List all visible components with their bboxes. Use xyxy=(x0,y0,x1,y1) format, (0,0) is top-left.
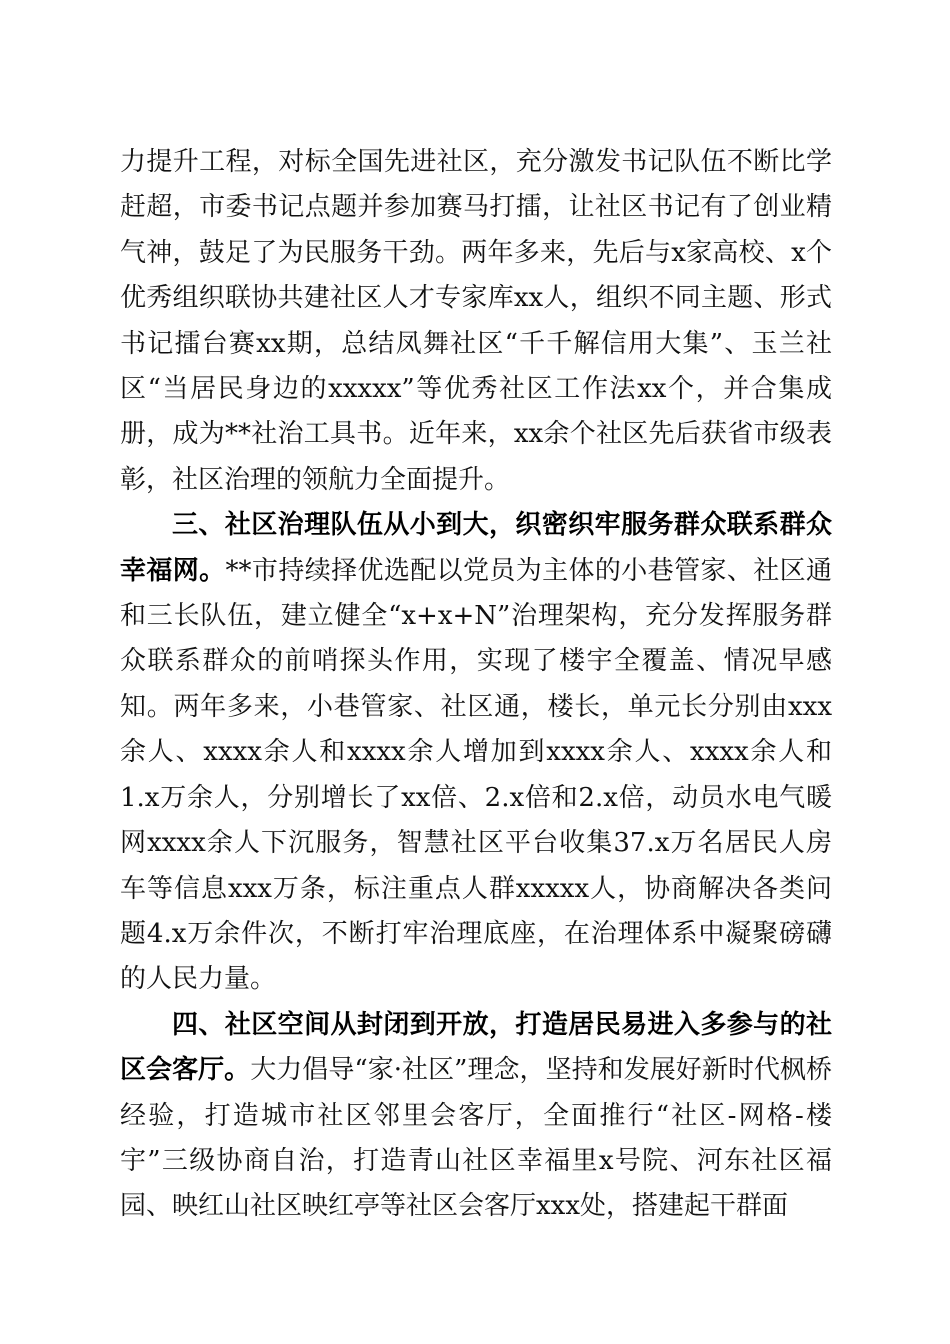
paragraph-1-text: 力提升工程，对标全国先进社区，充分激发书记队伍不断比学赶超，市委书记点题并参加赛马打擂，让社区书记有了创业精气神，鼓足了为民服务干劲。两年多来，先后与x家高校、x个优秀组织联协共建社区人才专家库xx人，组织不同主题、形式书记擂台赛xx期，总结凤舞社区“千千解信用大集”、玉兰社区“当居民身边的xxxxx”等优秀社区工作法xx个，并合集成册，成为**社治工具书。近年来，xx余个社区先后获省市级表彰，社区治理的领航力全面提升。 xyxy=(120,147,832,495)
section-3-heading: 三、社区治理队伍从小到大，织密织牢服务群众联系群众幸福网。 xyxy=(120,510,832,586)
section-4-body: 大力倡导“家·社区”理念，坚持和发展好新时代枫桥经验，打造城市社区邻里会客厅，全面推行“社区-网格-楼宇”三级协商自治，打造青山社区幸福里x号院、河东社区福园、映红山社区映红亭等社区会客厅xxx处，搭建起干群面 xyxy=(120,1055,832,1222)
document-body xyxy=(120,140,832,1230)
section-3-paragraph xyxy=(120,503,832,1002)
section-3-body: **市持续择优选配以党员为主体的小巷管家、社区通和三长队伍，建立健全“x+x+N”治理架构，充分发挥服务群众联系群众的前哨探头作用，实现了楼宇全覆盖、情况早感知。两年多来，小巷管家、社区通，楼长，单元长分别由xxx余人、xxxx余人和xxxx余人增加到xxxx余人、xxxx余人和1.x万余人，分别增长了xx倍、2.x倍和2.x倍，动员水电气暖网xxxx余人下沉服务，智慧社区平台收集37.x万名居民人房车等信息xxx万条，标注重点人群xxxxx人，协商解决各类问题4.x万余件次，不断打牢治理底座，在治理体系中凝聚磅礴的人民力量。 xyxy=(120,555,832,995)
section-4-paragraph xyxy=(120,1003,832,1230)
paragraph-continuation xyxy=(120,140,832,503)
section-4-heading: 四、社区空间从封闭到开放，打造居民易进入多参与的社区会客厅。 xyxy=(120,1009,832,1086)
